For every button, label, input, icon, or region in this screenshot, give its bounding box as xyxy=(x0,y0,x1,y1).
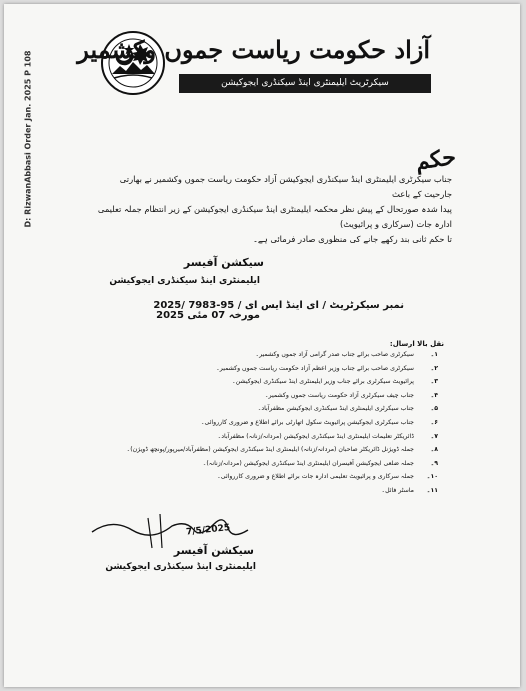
closing-signatory-title: ایلیمنٹری اینڈ سیکنڈری ایجوکیشن xyxy=(105,562,256,572)
cc-item xyxy=(144,416,438,430)
cc-list xyxy=(126,348,438,498)
cc-item-number: ۷۔ xyxy=(430,432,438,440)
cc-item xyxy=(144,402,438,416)
cc-item-text: جملہ ضلعی ایجوکیشن آفیسران ایلیمنٹری اینڈ سیکنڈری ایجوکیشن (مردانہ/زنانہ)۔ xyxy=(202,459,414,467)
cc-item xyxy=(144,484,438,498)
order-body-line: پیدا شدہ صورتحال کے پیش نظر محکمہ ایلیمنٹری اینڈ سیکنڈری ایجوکیشن کے زیر انتظام جملہ تعلیمی ادارہ جات (سرکاری و پرائیویٹ) xyxy=(97,204,452,229)
cc-item xyxy=(144,457,438,471)
cc-item xyxy=(126,443,438,457)
order-body-line: جناب سیکرٹری ایلیمنٹری اینڈ سیکنڈری ایجوکیشن آزاد حکومت ریاست جموں وکشمیر نے بھارتی جارحیت کے باعث xyxy=(119,174,452,199)
cc-item xyxy=(144,389,438,403)
cc-item-text: جناب چیف سیکرٹری آزاد حکومت ریاست جموں وکشمیر۔ xyxy=(264,391,414,399)
cc-item xyxy=(144,375,438,389)
cc-item-text: جناب سیکرٹری ایجوکیشن پرائیویٹ سکول اتھارٹی برائے اطلاع و ضروری کارروائی۔ xyxy=(200,418,414,426)
reference-number: نمبر سیکرٹریٹ / ای اینڈ ایس ای / 95-7983 /2025 xyxy=(153,300,404,311)
order-body xyxy=(96,172,452,247)
closing-signatory-name: سیکشن آفیسر xyxy=(173,544,254,557)
cc-item-text: ماسٹر فائل۔ xyxy=(381,486,414,494)
cc-item-number: ۵۔ xyxy=(430,405,438,413)
cc-item xyxy=(144,348,438,362)
signature-date: 7/5/2025 xyxy=(185,523,231,538)
signatory-name: سیکشن آفیسر xyxy=(183,256,264,269)
cc-item-number: ۸۔ xyxy=(430,446,438,454)
cc-item-number: ۶۔ xyxy=(430,418,438,426)
cc-item-number: ۲۔ xyxy=(430,364,438,372)
side-stamp-text: D: RizwanAbbasi Order Jan. 2025 P 108 xyxy=(23,50,33,228)
cc-item-number: ۱۔ xyxy=(430,351,438,358)
cc-item-text: جملہ سرکاری و پرائیویٹ تعلیمی ادارہ جات برائے اطلاع و ضروری کارروائی۔ xyxy=(217,473,414,481)
department-banner: سیکرٹریٹ ایلیمنٹری اینڈ سیکنڈری ایجوکیشن xyxy=(179,74,431,93)
document-page xyxy=(4,4,520,687)
cc-item xyxy=(144,430,438,444)
cc-item-text: ڈائریکٹر تعلیمات ایلیمنٹری اینڈ سیکنڈری ایجوکیشن (مردانہ/زنانہ) مظفرآباد۔ xyxy=(217,432,414,440)
cc-heading: نقل بالا ارسال: xyxy=(389,340,444,348)
side-stamp xyxy=(6,50,50,228)
reference-date: مورخہ 07 مئی 2025 xyxy=(156,310,260,321)
order-heading: حکم xyxy=(413,143,458,176)
cc-item-text: جناب سیکرٹری ایلیمنٹری اینڈ سیکنڈری ایجوکیشن مظفرآباد۔ xyxy=(257,405,414,413)
cc-item-text: پرائیویٹ سیکرٹری برائے جناب وزیر ایلیمنٹری اینڈ سیکنڈری ایجوکیشن۔ xyxy=(232,378,414,386)
page-title: آزاد حکومت ریاست جموں وکشمیر xyxy=(77,35,430,64)
signatory-title: ایلیمنٹری اینڈ سیکنڈری ایجوکیشن xyxy=(109,276,260,286)
cc-item-text: جملہ ڈویژنل ڈائریکٹر صاحبان (مردانہ/زنانہ) ایلیمنٹری اینڈ سیکنڈری ایجوکیشن (مظفرآباد/میرپور/پونچھ ڈویژن)۔ xyxy=(126,446,414,454)
cc-item-number: ۱۱۔ xyxy=(426,486,438,494)
cc-item-number: ۴۔ xyxy=(430,391,438,399)
cc-item-number: ۹۔ xyxy=(430,459,438,467)
cc-item-text: سیکرٹری صاحب برائے جناب وزیر اعظم آزاد حکومت ریاست جموں وکشمیر۔ xyxy=(216,364,414,372)
cc-item-number: ۳۔ xyxy=(430,378,438,386)
cc-item-text: سیکرٹری صاحب برائے جناب صدر گرامی آزاد جموں وکشمیر۔ xyxy=(255,351,414,358)
cc-item xyxy=(144,470,438,484)
order-body-line: تا حکم ثانی بند رکھے جانے کی منظوری صادر فرمائی ہے۔ xyxy=(252,234,452,244)
cc-item-number: ۱۰۔ xyxy=(426,473,438,481)
cc-item xyxy=(144,362,438,376)
